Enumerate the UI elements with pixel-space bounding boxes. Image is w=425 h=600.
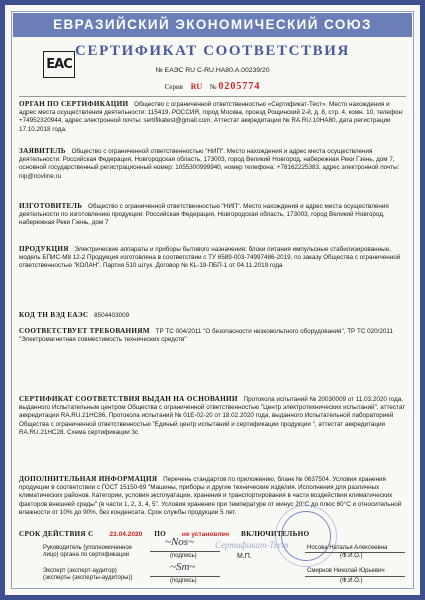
head-signature: ~Nos~ [165,536,195,548]
validity-from-label: СРОК ДЕЙСТВИЯ С [19,530,94,538]
expert-label-line-1: Эксперт (эксперт-аудитор) [43,568,117,574]
code-heading: КОД ТН ВЭД ЕАЭС [19,311,89,319]
certificate-title: СЕРТИФИКАТ СООТВЕТСТВИЯ [75,43,350,59]
additional-info-heading: ДОПОЛНИТЕЛЬНАЯ ИНФОРМАЦИЯ [19,475,158,483]
expert-signature: ~Sm~ [170,561,196,573]
validity-suffix: ВКЛЮЧИТЕЛЬНО [240,530,310,538]
code-section [19,311,406,320]
manufacturer-section [19,202,406,228]
seal-inner-ring [281,511,331,561]
head-signature-line [150,551,220,552]
expert-label-line-2: (эксперты (эксперты-аудиторы)) [43,575,133,581]
expert-label [43,568,132,582]
expert-name-caption: (Ф.И.О.) [340,578,363,584]
stamp-text: Сертификат-Тест [215,540,289,550]
organ-heading: ОРГАН ПО СЕРТИФИКАЦИИ [19,100,129,108]
validity-from-value: 23.04.2020 [109,531,143,538]
head-label [43,545,132,559]
organ-text: Общество с ограниченной ответственностью «Сертификат-Тест». Место нахождения и адрес места осуществления деятельности: 115419, РОССИЯ, город Москва, проезд Рощинский 2-й, д. 8, стр. 4, комн. 10, телефон: +74952320944, адрес электронной почты: sertifikatest@gmail.com. Аттестат аккредитации № RA.RU.10НА80, дата регистрации 17.10.2018 года. [19,101,404,133]
divider [19,96,406,97]
union-banner: ЕВРАЗИЙСКИЙ ЭКОНОМИЧЕСКИЙ СОЮЗ [13,13,412,37]
head-label-line-2: лицо) органа по сертификации [43,552,130,558]
product-section [19,245,406,271]
mp-label: М.П. [237,553,252,560]
head-name: Носова Наталья Алексеевна [307,545,388,551]
head-label-line-1: Руководитель (уполномоченное [43,545,133,551]
certificate-number: № ЕАЭС RU C-RU.НА80.А.00239/20 [155,67,270,74]
expert-name-line [305,576,405,577]
requirements-text: ТР ТС 004/2011 "О безопасности низковольтного оборудования", ТР ТС 020/2011 "Электромагнитная совместимость технических средств" [19,328,393,344]
series-label: Серия [164,83,183,91]
blank-number-label: № [209,83,217,91]
expert-name: Смирнов Николай Юрьевич [307,568,385,574]
basis-text: Протокола испытаний № 20030009 от 11.03.2020 года, выданного Испытательным центром Общества с ограниченной ответственностью "Центр электротехнических испытаний", аттестат аккредитации RA.RU.21НС86, Протокола испытаний № 01Е-02-20 от 18.02.2020 года, выданного Испытательной лабораторией Общества с ограниченной ответственностью "Единый центр испытаний и сертификации продукции ", аттестат аккредитации RA.RU.21НС28. Схема сертификации 3с [19,396,406,436]
blank-number: 0205774 [218,81,261,92]
validity-to-value: не установлен [181,531,230,538]
applicant-text: Общество с ограниченной ответственностью "НИП". Место нахождения и адрес места осуществления деятельности: Российская Федерация, Новгородская область, 173003, город Великий Новгород, набережная Реки Гзень, дом 7, основной государственный регистрационный номер: 1055300999940, номер телефона: +78162225383, адрес электронной почты: nip@novline.ru [19,148,400,180]
additional-info-text: Перечень стандартов по приложению, бланк № 0637504. Условия хранения продукции в соответствии с ГОСТ 15150-69 "Машины, приборы и другие технические изделия. Исполнения для различных климатических районов. Категории, условия эксплуатации, хранения и транспортирования в части воздействия климатических факторов внешней среды" (в части 1, 2, 3, 4, 5". Условия хранения при температуре от минус 20°С до плюс 60°С и относительной влажности от 10% до 90%, без конденсата. Срок службы продукции 5 лет. [19,476,402,516]
organ-section [19,100,406,134]
manufacturer-text: Общество с ограниченной ответственностью "НИП". Место нахождения и адрес места осуществления деятельности по изготовлению продукции: Российская Федерация, Новгородская область, 173003, город Великий Новгород, набережная Реки Гзень, дом 7 [19,203,389,227]
head-sign-caption: (подпись) [170,553,197,559]
requirements-section [19,327,406,344]
series-line [5,81,420,92]
code-value: 8504403009 [94,312,130,319]
head-name-caption: (Ф.И.О.) [340,553,363,559]
manufacturer-heading: ИЗГОТОВИТЕЛЬ [19,202,83,210]
additional-info-section [19,475,406,517]
expert-sign-caption: (подпись) [170,578,197,584]
expert-signature-line [150,576,220,577]
eac-mark-logo: EAC [43,51,75,78]
product-heading: ПРОДУКЦИЯ [19,245,69,253]
requirements-heading: СООТВЕТСТВУЕТ ТРЕБОВАНИЯМ [19,327,150,335]
basis-heading: СЕРТИФИКАТ СООТВЕТСТВИЯ ВЫДАН НА ОСНОВАНИИ [19,395,238,403]
applicant-section [19,147,406,181]
product-text: Электрические аппараты и приборы бытового назначения: блоки питания импульсные стабилизированные, модель БПИС-М8 12-2 Продукция изготовлена в соответствии с ТУ 6589-003-74997486-2019, по заказу Общества с ограниченной ответственностью "КОЛАН". Партия 510 штук. Договор № KL-19-ПБП-1 от 04.11.2019 года [19,246,401,270]
series-value: RU [190,82,203,91]
applicant-heading: ЗАЯВИТЕЛЬ [19,147,66,155]
validity-to-label: ПО [154,530,167,538]
basis-section [19,395,406,437]
